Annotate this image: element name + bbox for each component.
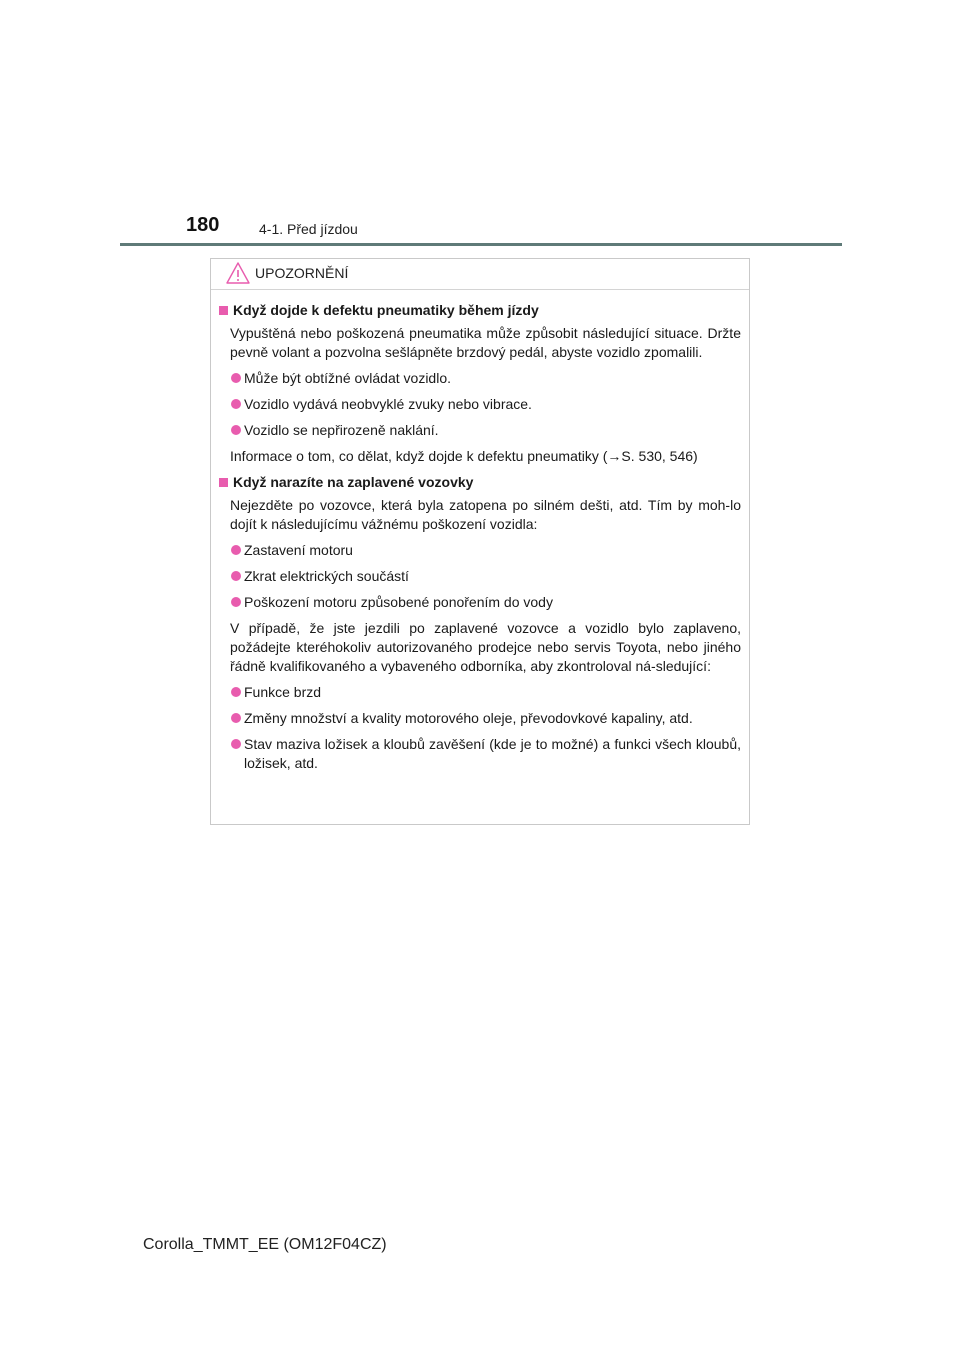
- warning-header: [211, 259, 749, 290]
- list-item: Může být obtížné ovládat vozidlo.: [218, 369, 741, 388]
- list-item: Vozidlo se nepřirozeně naklání.: [218, 421, 741, 440]
- page-header: [0, 0, 960, 250]
- round-bullet-icon: [231, 425, 241, 435]
- section-heading-flat-tire: Když dojde k defektu pneumatiky během jízdy: [218, 301, 741, 320]
- list-item: Zastavení motoru: [218, 541, 741, 560]
- round-bullet-icon: [231, 545, 241, 555]
- list-item: Poškození motoru způsobené ponořením do vody: [218, 593, 741, 612]
- header-divider: [120, 243, 842, 246]
- paragraph-flooded-note: V případě, že jste jezdili po zaplavené vozovce a vozidlo bylo zaplaveno, požádejte kteréhokoliv autorizovaného prodejce nebo servis Toyota, nebo jiného řádně kvalifikovaného a vybaveného odborníka, aby zkontroloval ná-sledující:: [230, 620, 741, 674]
- round-bullet-icon: [231, 399, 241, 409]
- round-bullet-icon: [231, 571, 241, 581]
- round-bullet-icon: [231, 713, 241, 723]
- list-item: Stav maziva ložisek a kloubů zavěšení (kde je to možné) a funkci všech kloubů, ložisek, atd.: [218, 735, 741, 773]
- square-bullet-icon: [219, 306, 228, 315]
- square-bullet-icon: [219, 478, 228, 487]
- warning-box: [210, 258, 750, 825]
- list-item: Zkrat elektrických součástí: [218, 567, 741, 586]
- section-heading-flooded-road: Když narazíte na zaplavené vozovky: [218, 473, 741, 492]
- paragraph-flooded-intro: Nejezděte po vozovce, která byla zatopena po silném dešti, atd. Tím by moh-lo dojít k následujícímu vážnému poškození vozidla:: [230, 497, 741, 532]
- list-item: Změny množství a kvality motorového oleje, převodovkové kapaliny, atd.: [218, 709, 741, 728]
- paragraph-flat-tire-note: Informace o tom, co dělat, když dojde k defektu pneumatiky (→S. 530, 546): [230, 448, 698, 464]
- warning-body: [211, 290, 749, 773]
- warning-title: UPOZORNĚNÍ: [255, 265, 349, 281]
- round-bullet-icon: [231, 597, 241, 607]
- warning-triangle-icon: [225, 261, 251, 285]
- page-number: 180: [186, 214, 220, 236]
- paragraph-flat-tire-intro: Vypuštěná nebo poškozená pneumatika může způsobit následující situace. Držte pevně volant a pozvolna sešlápněte brzdový pedál, abyste vozidlo zpomalili.: [230, 325, 741, 360]
- list-item: Funkce brzd: [218, 683, 741, 702]
- section-title: 4-1. Před jízdou: [259, 221, 358, 237]
- round-bullet-icon: [231, 687, 241, 697]
- footer-manual-id: Corolla_TMMT_EE (OM12F04CZ): [143, 1236, 387, 1253]
- list-item: Vozidlo vydává neobvyklé zvuky nebo vibrace.: [218, 395, 741, 414]
- round-bullet-icon: [231, 373, 241, 383]
- round-bullet-icon: [231, 739, 241, 749]
